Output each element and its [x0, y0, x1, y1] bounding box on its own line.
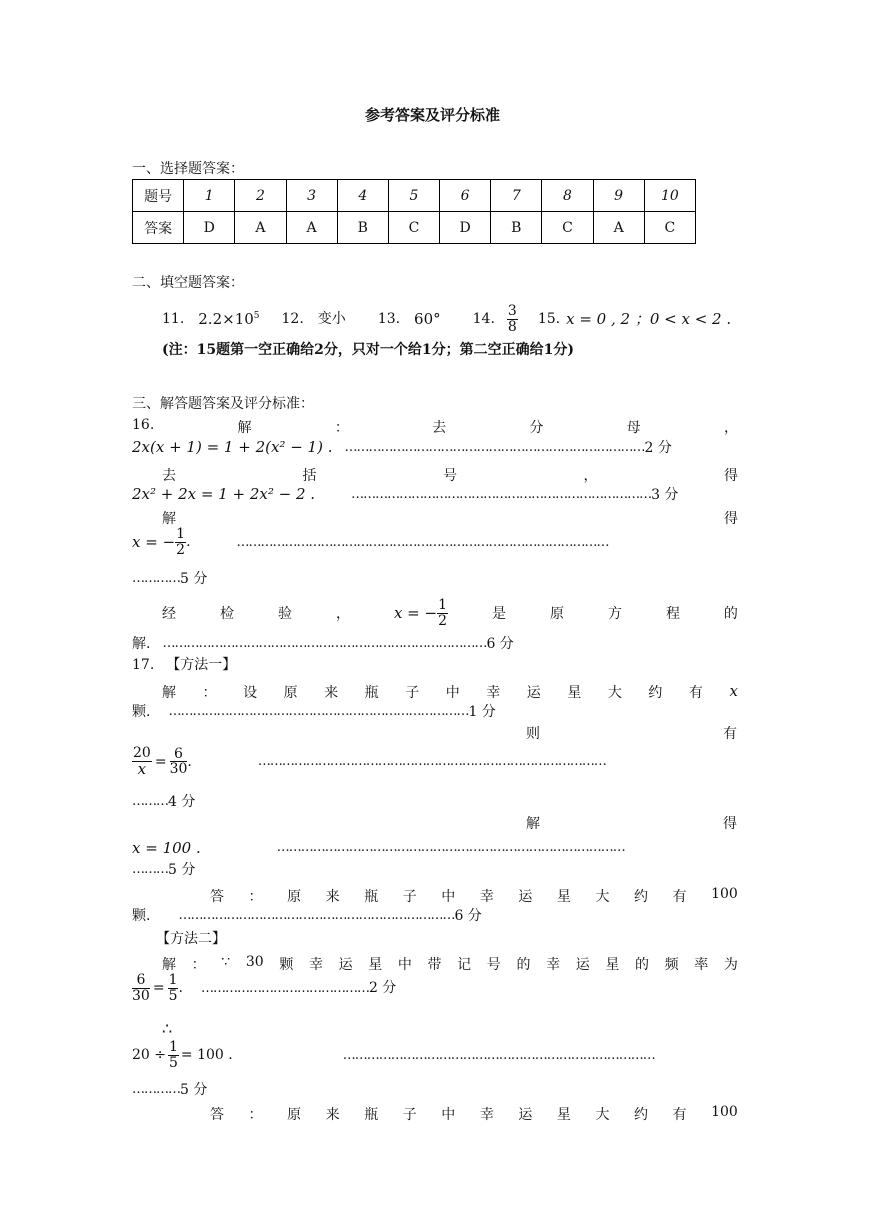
text-word: ， [723, 420, 738, 436]
answer-cell: A [286, 212, 337, 244]
answer-cell: A [235, 212, 286, 244]
score: 5 分 [180, 571, 208, 587]
text-word: ： [191, 957, 206, 973]
text-word: x [729, 682, 738, 700]
text-word: 程 [665, 606, 680, 622]
m2-eq2-fraction: $\frac{1}{5}$ [169, 1039, 178, 1071]
eq1-line [132, 440, 672, 455]
question-number: 4 [337, 180, 388, 212]
question-number: 5 [388, 180, 439, 212]
row-label-question: 题号 [133, 180, 184, 212]
text-word: 原 [283, 685, 298, 701]
answer-cell: B [337, 212, 388, 244]
leader-dots: ……… [132, 794, 168, 809]
leader-dots: …………………………………………………………………………… [276, 840, 625, 855]
text-word: 设 [243, 685, 258, 701]
score: 6 分 [486, 636, 514, 652]
text-word: 记 [457, 957, 472, 973]
q11-label: 11. [162, 311, 185, 327]
text-word: 约 [634, 889, 649, 905]
m2-answer-line [210, 1104, 738, 1124]
leader-dots: ………………………………………………………………… [344, 440, 645, 455]
m1-then-w2: 有 [723, 726, 737, 742]
section1-heading: 一、选择题答案： [132, 161, 244, 177]
text-word: 星 [556, 1107, 571, 1123]
text-word: ∵ [221, 954, 231, 970]
text-word: 运 [518, 889, 533, 905]
text-word: 100 [711, 1104, 738, 1120]
p16-number: 16. [132, 417, 155, 433]
score: 5 分 [168, 862, 196, 878]
scoring-note: (注：15题第一空正确给2分，只对一个给1分；第二空正确给1分) [162, 342, 574, 358]
text-word: 答 [210, 889, 224, 905]
text-word: 星 [567, 685, 582, 701]
score-line [132, 572, 207, 586]
p17-number: 17. [132, 657, 155, 673]
score: 6 分 [454, 908, 482, 924]
text-word: 来 [325, 1107, 340, 1123]
text-word: 检 [219, 606, 234, 622]
score-line [132, 1083, 207, 1097]
answer-cell: A [593, 212, 644, 244]
check-line [162, 593, 738, 633]
m2-eq2-line [132, 1040, 655, 1070]
page-title: 参考答案及评分标准 [365, 106, 501, 124]
m1-solve-w1: 解 [526, 816, 540, 832]
leader-dots: …………………………………………………………………………… [257, 754, 606, 770]
text-word: 瓶 [364, 685, 379, 701]
text-word: 运 [338, 957, 353, 973]
text-word: 大 [607, 685, 622, 701]
answer-cell: C [644, 212, 695, 244]
text-word: 验 [277, 606, 292, 622]
leader-dots: ……………………………………………………………………… [162, 636, 487, 651]
score: 2 分 [368, 980, 397, 997]
answer-cell: D [184, 212, 235, 244]
a14-fraction: $\frac{3}{8}$ [507, 302, 517, 335]
text-word: 为 [723, 957, 738, 973]
therefore-symbol: ∴ [162, 1019, 173, 1038]
text-word: 幸 [479, 889, 494, 905]
text-word: 原 [287, 1107, 302, 1123]
text-word: 原 [549, 606, 564, 622]
m1-line [162, 682, 738, 702]
m1-answer-line [210, 886, 738, 906]
text-word: 有 [672, 1107, 687, 1123]
text-word: 有 [672, 889, 687, 905]
text-word: 的 [635, 957, 649, 973]
text-word: 解 [237, 420, 252, 436]
m2-fraction-right: $\frac{1}{5}$ [168, 972, 178, 1004]
text-word: 带 [427, 957, 442, 973]
text-word: 有 [688, 685, 703, 701]
text-word: 母 [626, 420, 641, 436]
step3-line [162, 508, 738, 528]
text-word: 星 [368, 957, 383, 973]
eq2-line [132, 487, 678, 502]
text-word: ： [202, 685, 217, 701]
check-end-line [132, 637, 514, 651]
text-word: 约 [634, 1107, 649, 1123]
m1-x-line [132, 841, 625, 856]
m1-eq-line: $\frac{20}{x}$ = $\frac{6}{30}$ . …………………………………………………………………………… [133, 745, 606, 778]
text-word: 得 [724, 511, 738, 527]
text-word: 分 [529, 420, 544, 436]
m1-fraction-left: $\frac{20}{x}$ [133, 745, 151, 778]
text-word: ： [334, 420, 349, 436]
text-word: 中 [397, 957, 412, 973]
text-word: 经 [162, 606, 176, 622]
question-number: 1 [184, 180, 235, 212]
text-word: 颗. [132, 908, 151, 924]
text-word: 幸 [546, 957, 561, 973]
text-word: 子 [402, 1107, 417, 1123]
eq3-line: x = − $\frac{1}{2}$ . ………………………………………………………………………………… [132, 526, 609, 558]
step2-line [162, 465, 738, 485]
text-word: 子 [405, 685, 420, 701]
m2-fraction-left: $\frac{6}{30}$ [132, 972, 150, 1004]
text-word: 解. [132, 636, 151, 652]
table-row-question-numbers [133, 180, 696, 212]
text-word: 频 [664, 957, 679, 973]
leader-dots: …………………………………… [200, 980, 369, 996]
score: 4 分 [168, 794, 196, 810]
text-word: 去 [162, 468, 176, 484]
text-word: 大 [595, 1107, 610, 1123]
text-word: 答 [210, 1107, 224, 1123]
a15-value: x = 0 , 2 ；0 < x < 2 . [566, 309, 732, 328]
m2-line [162, 954, 738, 974]
question-number: 2 [235, 180, 286, 212]
a11-value: $2.2\times 10^5$ [198, 309, 260, 328]
method2-label: 【方法二】 [156, 931, 226, 947]
text-word: 的 [723, 606, 738, 622]
eq2: 2x² + 2x = 1 + 2x² − 2 . [132, 485, 316, 503]
text-word: 方 [607, 606, 622, 622]
question-number: 9 [593, 180, 644, 212]
score: 1 分 [468, 704, 496, 720]
question-number: 6 [440, 180, 491, 212]
text-word: 瓶 [364, 1107, 379, 1123]
text-word: 100 [711, 886, 738, 902]
text-word: 括 [302, 468, 317, 484]
m1-fraction-right: $\frac{6}{30}$ [169, 745, 188, 778]
score-line [132, 795, 195, 809]
score: 3 分 [651, 486, 679, 503]
text-word: 约 [648, 685, 663, 701]
fill-answers-line [162, 299, 731, 339]
text-word: 解 [162, 685, 176, 701]
text-word: ， [583, 468, 598, 484]
leader-dots: ………………………………………………………………… [351, 487, 652, 502]
text-word: 的 [516, 957, 531, 973]
text-word: 运 [518, 1107, 533, 1123]
text-word: ： [248, 889, 263, 905]
section2-heading: 二、填空题答案： [132, 275, 244, 291]
text-word: 得 [724, 468, 738, 484]
text-word: 星 [556, 889, 571, 905]
question-number: 8 [542, 180, 593, 212]
m1-end-line [132, 705, 496, 719]
text-word: 幸 [479, 1107, 494, 1123]
row-label-answer: 答案 [133, 212, 184, 244]
question-number: 3 [286, 180, 337, 212]
leader-dots: ………………………………………………………………… [168, 704, 469, 719]
m2-eq2-a: 20 ÷ [132, 1047, 166, 1064]
text-word: 解 [162, 511, 176, 527]
m1-then-w1: 则 [526, 726, 540, 742]
text-word: 中 [441, 1107, 456, 1123]
text-word: 30 [245, 954, 264, 970]
p16-line [132, 417, 738, 437]
m1-solve-w2: 得 [723, 816, 737, 832]
leader-dots: ……… [132, 862, 168, 877]
text-word: 幸 [308, 957, 323, 973]
text-word: 号 [443, 468, 457, 484]
leader-dots: ………… [132, 571, 180, 586]
text-word: 颗. [132, 704, 151, 720]
m2-eq-line: $\frac{6}{30}$ = $\frac{1}{5}$ . …………………………………… 2 分 [132, 972, 397, 1004]
score-line [132, 863, 195, 877]
text-word: 运 [526, 685, 541, 701]
leader-dots: ………… [132, 1082, 180, 1097]
text-word: 率 [694, 957, 709, 973]
text-word: 原 [287, 889, 302, 905]
a12-value: 变小 [317, 311, 346, 327]
table-row-answers [133, 212, 696, 244]
leader-dots: ………………………………………………………………………………… [236, 534, 609, 550]
text-word: 是 [491, 606, 506, 622]
text-word: 中 [441, 889, 456, 905]
text-word: 大 [595, 889, 610, 905]
section3-heading: 三、解答题答案及评分标准： [132, 396, 314, 412]
eq3-fraction: $\frac{1}{2}$ [176, 526, 186, 558]
eq1: 2x(x + 1) = 1 + 2(x² − 1) . [132, 438, 333, 456]
score: 2 分 [644, 439, 672, 456]
text-word: 星 [605, 957, 620, 973]
m2-eq2-b: = 100 . [180, 1047, 233, 1064]
q13-label: 13. [377, 311, 401, 327]
answer-table [132, 179, 696, 244]
q15-label: 15. [537, 311, 561, 327]
q12-label: 12. [281, 311, 304, 327]
q14-label: 14. [472, 311, 495, 327]
check-expression: x = − $\frac{1}{2}$ [393, 596, 447, 629]
eq3-lhs: x = − [132, 532, 176, 551]
text-word: 颗 [279, 957, 294, 973]
leader-dots: …………………………………………………………… [178, 908, 455, 923]
text-word: ： [248, 1107, 263, 1123]
question-number: 7 [491, 180, 542, 212]
a13-value: 60° [414, 309, 441, 328]
question-number: 10 [644, 180, 695, 212]
p17-header [132, 658, 236, 672]
leader-dots: …………………………………………………………………… [342, 1047, 655, 1063]
text-word: 运 [575, 957, 590, 973]
text-word: 解 [162, 957, 176, 973]
text-word: 来 [325, 889, 340, 905]
answer-cell: B [491, 212, 542, 244]
text-word: ， [335, 606, 350, 622]
text-word: 瓶 [364, 889, 379, 905]
text-word: 来 [324, 685, 339, 701]
text-word: 幸 [486, 685, 501, 701]
text-word: 中 [445, 685, 460, 701]
answer-cell: C [388, 212, 439, 244]
answer-cell: C [542, 212, 593, 244]
text-word: 子 [402, 889, 417, 905]
answer-cell: D [440, 212, 491, 244]
method1-label: 【方法一】 [166, 657, 237, 673]
text-word: 去 [432, 420, 447, 436]
m1-answer-end-line [132, 909, 482, 923]
score: 5 分 [180, 1082, 208, 1098]
m1-x: x = 100 . [132, 839, 201, 857]
text-word: 号 [486, 957, 501, 973]
